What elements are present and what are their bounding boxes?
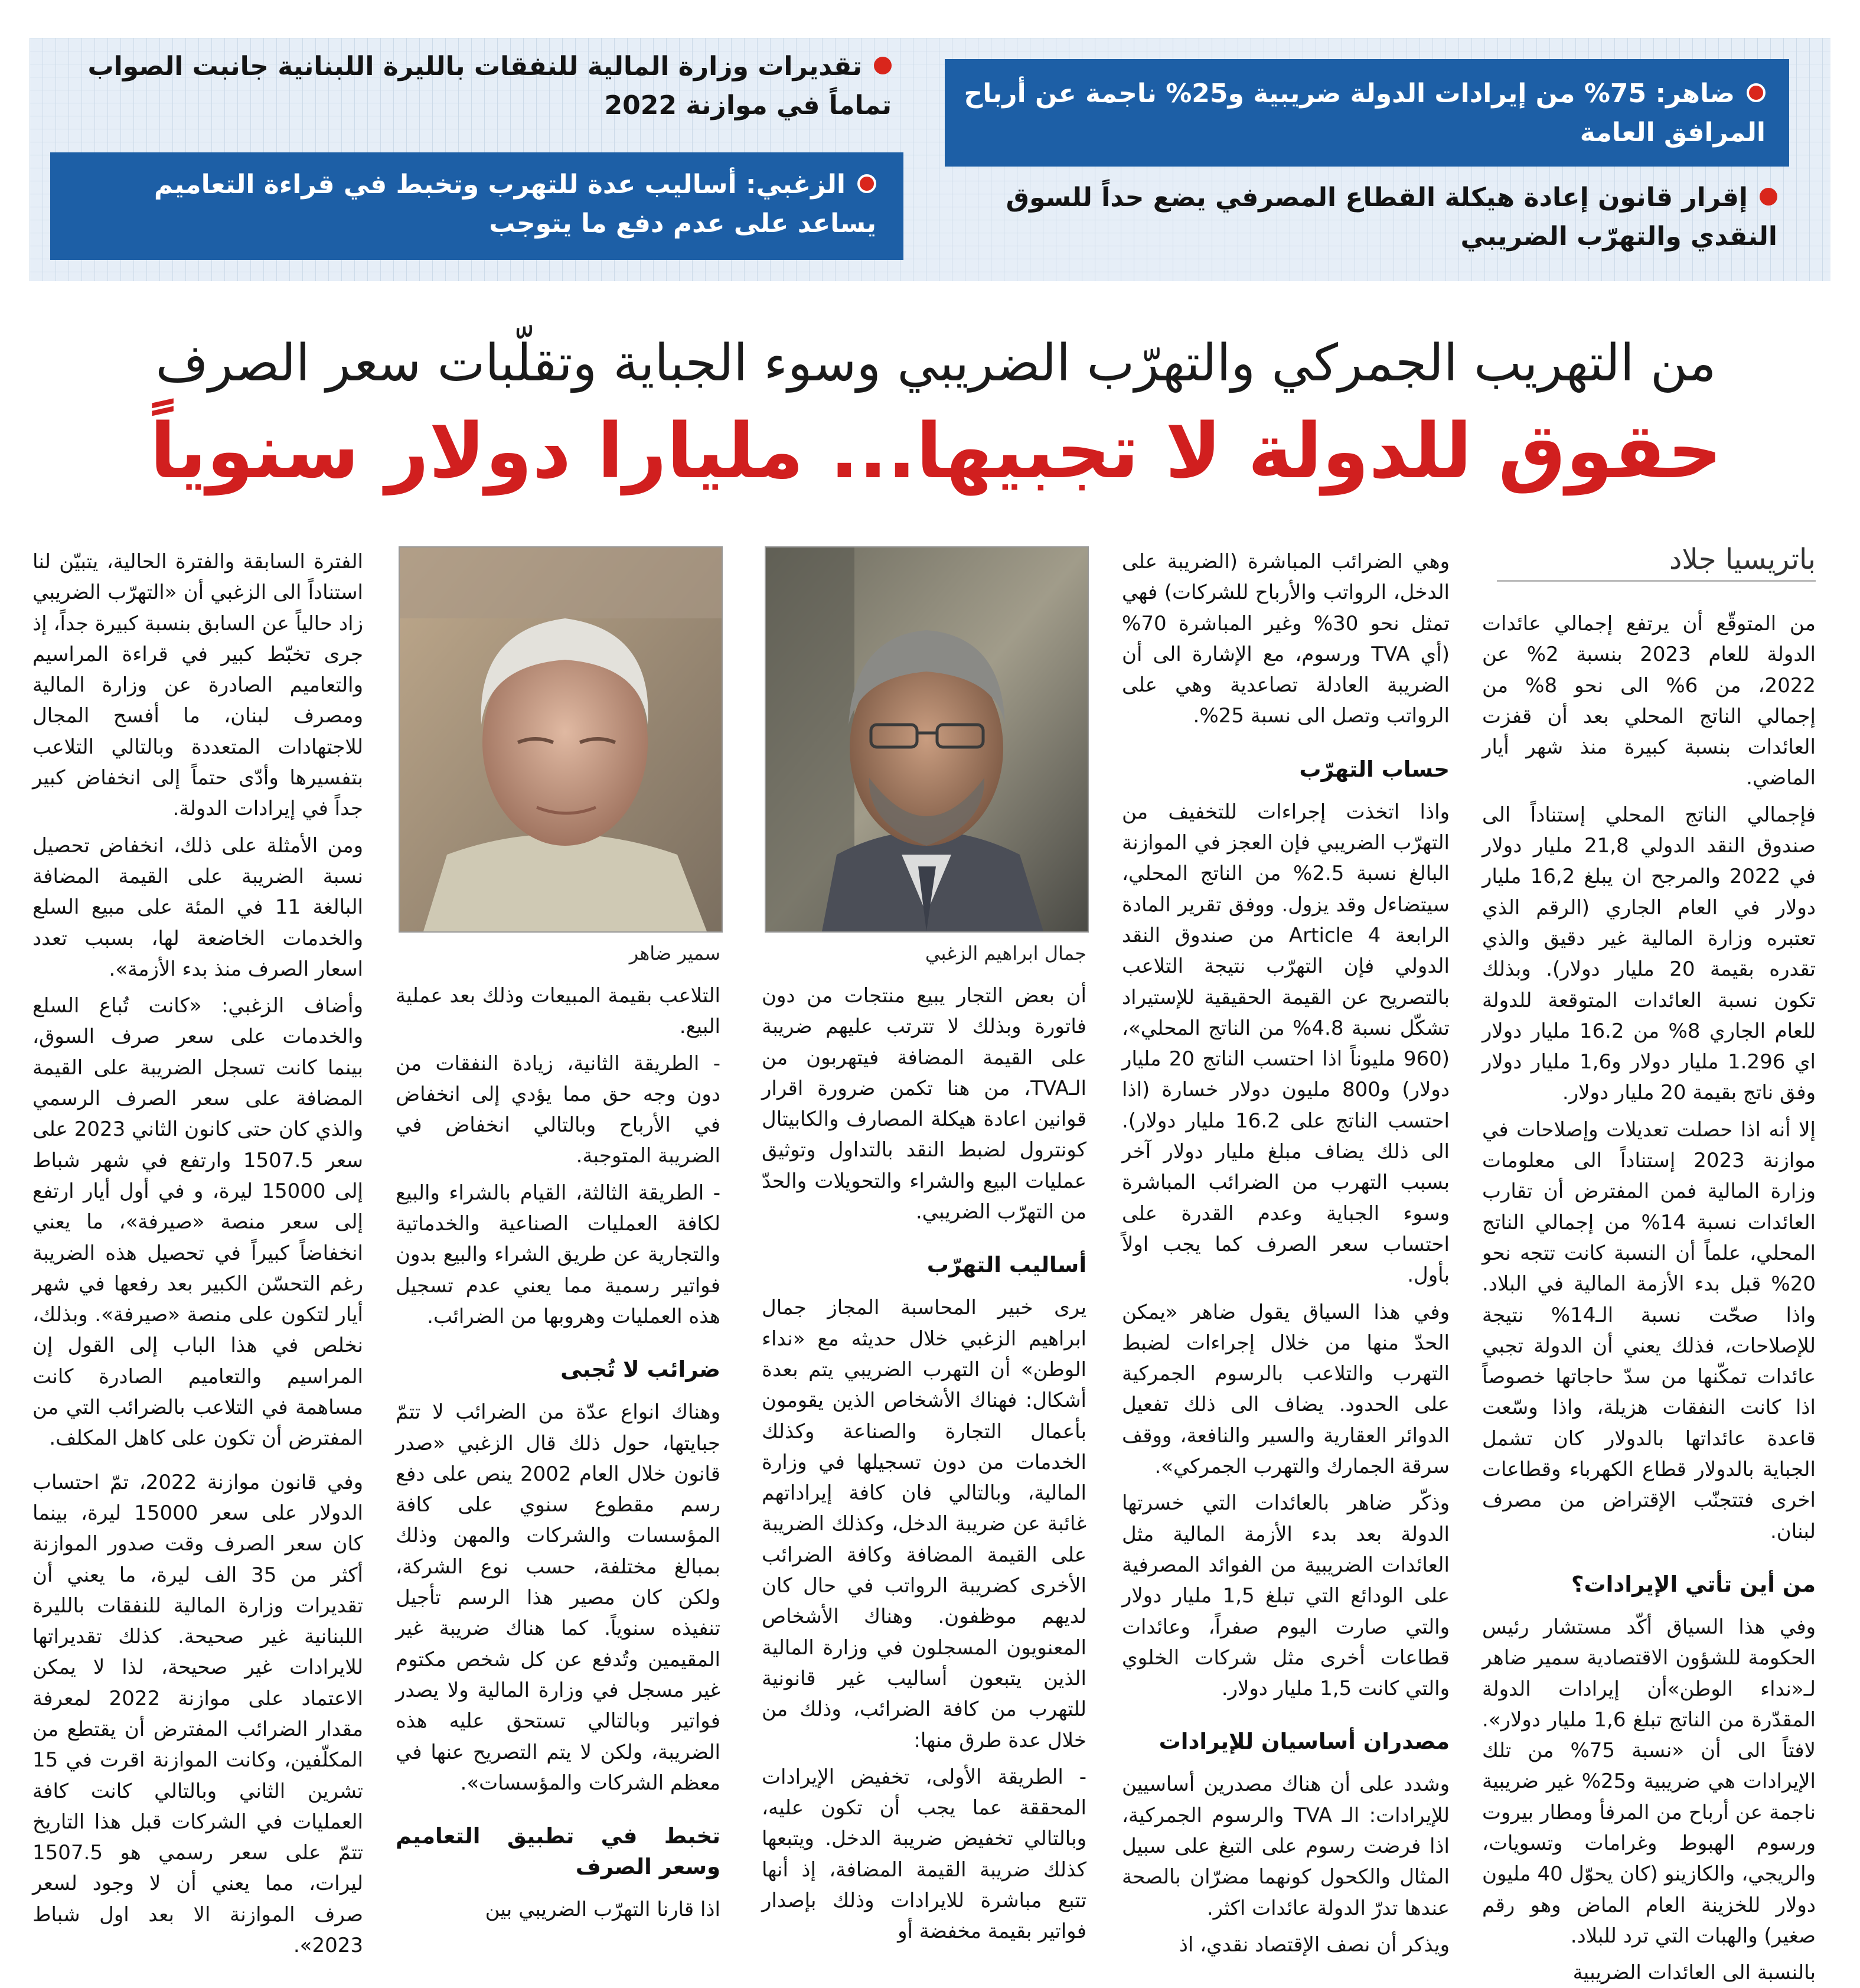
article-column-3 <box>762 980 1086 1944</box>
article-column-5 <box>32 546 364 1958</box>
paragraph: التلاعب بقيمة المبيعات وذلك بعد عملية البيع. <box>396 984 720 1039</box>
paragraph: يرى خبير المحاسبة المجاز جمال ابراهيم الزغبي خلال حديثه مع «نداء الوطن» أن التهرب الضريبي يتم بعدة أشكال: فهناك الأشخاص الذين يقومون بأعمال التجارة والصناعة وكذلك الخدمات من دون تسجيلها في وزارة المالية، وبالتالي فان كافة إيراداتهم غائبة عن ضريبة الدخل، وكذلك الضريبة على القيمة المضافة وكافة الضرائب الأخرى كضريبة الرواتب في حال كان لديهم موظفون. وهناك الأشخاص المعنويون المسجلون في وزارة المالية الذين يتبعون أساليب غير قانونية للتهرب من كافة الضرائب، وذلك من خلال عدة طرق منها: <box>762 1296 1086 1752</box>
paragraph: - الطريقة الأولى، تخفيض الإيرادات المحققة عما يجب أن تكون عليه، وبالتالي تخفيض ضريبة الدخل. ويتبعها كذلك ضريبة القيمة المضافة، إذ أنها تتبع مباشرة للايرادات وذلك بإصدار فواتير بقيمة مخفضة أو <box>762 1765 1086 1944</box>
paragraph: وفي هذا السياق يقول ضاهر «يمكن الحدّ منها من خلال إجراءات لضبط التهرب والتلاعب بالرسوم الجمركية على الحدود. يضاف الى ذلك تفعيل الدوائر العقارية والسير والنافعة، ووقف سرقة الجمارك والتهرب الجمركي». <box>1122 1300 1450 1479</box>
paragraph: ويذكر أن نصف الإقتصاد نقدي، اذ <box>1179 1932 1450 1957</box>
paragraph: - الطريقة الثانية، زيادة النفقات من دون وجه حق مما يؤدي إلى انخفاض في الأرباح وبالتالي انخفاض في الضريبة المتوجبة. <box>396 1051 720 1168</box>
paragraph: فإجمالي الناتج المحلي إستناداً الى صندوق النقد الدولي 21,8 مليار دولار في 2022 والمرجح ان يبلغ 16,2 مليار دولار في العام الجاري (الرقم الذي تعتبره وزارة المالية غير دقيق والذي تقدره بقيمة 20 مليار دولار). وبذلك تكون نسبة العائدات المتوقعة للدولة للعام الجاري 8% من 16.2 مليار دولار اي 1.296 مليار دولار و1,6 مليار دولار وفق ناتج بقيمة 20 مليار دولار. <box>1482 803 1816 1105</box>
bullet-icon <box>874 57 892 74</box>
bullet-icon <box>1747 83 1766 102</box>
paragraph: - الطريقة الثالثة، القيام بالشراء والبيع لكافة العمليات الصناعية والخدماتية والتجارية عن طريق الشراء والبيع بدون فواتير رسمية مما يعني عدم تسجيل هذه العمليات وهروبها من الضرائب. <box>396 1181 720 1328</box>
highlight-bottom-left: الزغبي: أساليب عدة للتهرب وتخبط في قراءة التعاميم يساعد على عدم دفع ما يتوجب <box>50 152 903 260</box>
subheading: أساليب التهرّب <box>926 1252 1086 1278</box>
photo-caption-daher: سمير ضاهر <box>629 942 720 964</box>
paragraph: الفترة السابقة والفترة الحالية، يتبيّن لنا استناداً الى الزغبي أن «التهرّب الضريبي زاد حالياً عن السابق بنسبة كبيرة جداً، إذ جرى تخبّط كبير في قراءة المراسيم والتعاميم الصادرة عن وزارة المالية ومصرف لبنان، ما أفسح المجال للاجتهادات المتعددة وبالتالي التلاعب بتفسيرها وأدّى حتماً إلى انخفاض كبير جداً في إيرادات الدولة. <box>32 550 363 821</box>
paragraph: وأضاف الزغبي: «كانت تُباع السلع والخدمات على سعر صرف السوق، بينما كانت تسجل الضريبة على القيمة المضافة على سعر الصرف الرسمي والذي كان حتى كانون الثاني 2023 على سعر 1507.5 وارتفع في شهر شباط إلى 15000 ليرة، و في أول أيار ارتفع إلى سعر منصة «صيرفة»، ما يعني انخفاضاً كبيراً في تحصيل هذه الضريبة رغم التحسّن الكبير بعد رفعها في شهر أيار لتكون على منصة «صيرفة». وبذلك، نخلص في هذا الباب إلى القول إن المراسيم والتعاميم الصادرة كانت مساهمة في التلاعب بالضرائب التي من المفترض أن تكون على كاهل المكلف. <box>32 994 364 1451</box>
article-column-4 <box>396 980 720 1922</box>
paragraph: ومن الأمثلة على ذلك، انخفاض تحصيل نسبة الضريبة على القيمة المضافة البالغة 11 في المئة على مبيع السلع والخدمات الخاضعة لها، بسبب تعدد اسعار الصرف منذ بدء الأزمة». <box>32 833 363 981</box>
paragraph: وهي الضرائب المباشرة (الضريبة على الدخل، الرواتب والأرباح للشركات) فهي تمثل نحو 30% وغير المباشرة 70% (أي TVA ورسوم، مع الإشارة الى أن الضريبة العادلة تصاعدية وهي على الرواتب وتصل الى نسبة 25%. <box>1122 550 1450 728</box>
subheading: حساب التهرّب <box>1299 756 1450 782</box>
main-headline: حقوق للدولة لا تجبيها... مليارا دولار سنوياً <box>149 408 1722 496</box>
portrait-photo-zoghbi <box>765 546 1089 933</box>
paragraph: بالنسبة الى العائدات الضريبية <box>1572 1961 1816 1985</box>
paragraph: واذا اتخذت إجراءات للتخفيف من التهرّب الضريبي فإن العجز في الموازنة البالغ نسبة 2.5% من الناتج المحلي، سيتضاءل وقد يزول. ووفق تقرير المادة الرابعة Article 4 من صندوق النقد الدولي فإن التهرّب نتيجة التلاعب بالتصريح عن القيمة الحقيقية للإستيراد تشكّل نسبة 4.8% من الناتج المحلي»، (960 مليوناً اذا احتسب الناتج 20 مليار دولار) و800 مليون دولار خسارة (اذا احتسب الناتج على 16.2 مليار دولار). الى ذلك يضاف مبلغ مليار دولار آخر بسبب التهرب من الضرائب المباشرة وسوء الجباية وعدم القدرة على احتساب سعر الصرف كما يجب اولاً بأول. <box>1122 800 1450 1288</box>
paragraph: وهناك انواع عدّة من الضرائب لا تتمّ جبايتها، حول ذلك قال الزغبي «صدر قانون خلال العام 2002 ينص على دفع رسم مقطوع سنوي على كافة المؤسسات والشركات والمهن وذلك بمبالغ مختلفة، حسب نوع الشركة، ولكن كان مصير هذا الرسم تأجيل تنفيذه سنوياً. كما هناك ضريبة غير المقيمين وتُدفع عن كل شخص مكتوم غير مسجل في وزارة المالية ولا يصدر فواتير وبالتالي تستحق عليه هذه الضريبة، ولكن لا يتم التصريح عنها في معظم الشركات والمؤسسات». <box>396 1400 720 1795</box>
portrait-image <box>766 547 1088 931</box>
paragraph: اذا قارنا التهرّب الضريبي بين <box>485 1898 720 1922</box>
bullet-icon <box>857 174 876 193</box>
portrait-photo-daher <box>399 546 723 933</box>
paragraph: وشدد على أن هناك مصدرين أساسيين للإيرادات: الـ TVA والرسوم الجمركية، اذا فرضت رسوم على التبغ على سبيل المثال والكحول كونهما مضرّان بالصحة عندها تدرّ الدولة عائدات اكثر. <box>1122 1772 1450 1920</box>
paragraph: وذكّر ضاهر بالعائدات التي خسرتها الدولة بعد بدء الأزمة المالية مثل العائدات الضريبية من الفوائد المصرفية على الودائع التي تبلغ 1,5 مليار دولار والتي صارت اليوم صفراً، وعائدات قطاعات أخرى مثل شركات الخلوي والتي كانت 1,5 مليار دولار. <box>1122 1491 1450 1701</box>
bullet-icon <box>1760 188 1777 206</box>
paragraph: من المتوقّع أن يرتفع إجمالي عائدات الدولة للعام 2023 بنسبة 2% عن 2022، من 6% الى نحو 8% من إجمالي الناتج المحلي بعد أن قفزت العائدات بنسبة كبيرة منذ شهر أيار الماضي. <box>1482 612 1816 790</box>
article-column-2 <box>1122 546 1450 1957</box>
photo-caption-zoghbi: جمال ابراهيم الزغبي <box>925 942 1086 964</box>
subheading: تخبط في تطبيق التعاميم وسعر الصرف <box>396 1823 720 1880</box>
subheading: مصدران أساسيان للإيرادات <box>1159 1729 1450 1755</box>
portrait-image <box>400 547 722 931</box>
highlight-top-right: ضاهر: 75% من إيرادات الدولة ضريبية و25% ناجمة عن أرباح المرافق العامة <box>945 59 1789 167</box>
highlight-top-left: تقديرات وزارة المالية للنفقات بالليرة اللبنانية جانبت الصواب تماماً في موازنة 2022 <box>87 51 892 120</box>
paragraph: أن بعض التجار يبيع منتجات من دون فاتورة وبذلك لا تترتب عليهم ضريبة على القيمة المضافة فيتهربون من الـTVA، من هنا تكمن ضرورة اقرار قوانين اعادة هيكلة المصارف والكابيتال كونترول لضبط النقد بالتداول وتوثيق عمليات البيع والشراء والتحويلات والحدّ من التهرّب الضريبي. <box>762 984 1086 1224</box>
subheading: ضرائب لا تُجبى <box>560 1357 720 1383</box>
highlight-bottom-right: إقرار قانون إعادة هيكلة القطاع المصرفي يضع حداً للسوق النقدي والتهرّب الضريبي <box>1006 182 1777 252</box>
kicker-headline: من التهريب الجمركي والتهرّب الضريبي وسوء الجباية وتقلّبات سعر الصرف <box>155 334 1717 393</box>
paragraph: وفي قانون موازنة 2022، تمّ احتساب الدولار على سعر 15000 ليرة، بينما كان سعر الصرف وقت صدور الموازنة أكثر من 35 الف ليرة، ما يعني أن تقديرات وزارة المالية للنفقات بالليرة اللبنانية غير صحيحة. كذلك تقديراتها للايرادات غير صحيحة، لذا لا يمكن الاعتماد على موازنة 2022 لمعرفة مقدار الضرائب المفترض أن يقتطع من المكلّفين، وكانت الموازنة اقرت في 15 تشرين الثاني وبالتالي كانت كافة العمليات في الشركات قبل هذا التاريخ تتمّ على سعر رسمي هو 1507.5 ليرات، مما يعني أن لا وجود لسعر صرف الموازنة الا بعد اول شباط 2023». <box>32 1470 363 1958</box>
article-column-1 <box>1482 608 1816 1985</box>
byline: باتريسيا جلاد <box>1497 539 1816 582</box>
subheading: من أين تأتي الإيرادات؟ <box>1571 1571 1816 1597</box>
paragraph: وفي هذا السياق أكّد مستشار رئيس الحكومة للشؤون الاقتصادية سمير ضاهر لـ«نداء الوطن»أن إيرادات الدولة المقدّرة من الناتج تبلغ 1,6 مليار دولار». لافتاً الى أن «نسبة 75% من تلك الإيرادات هي ضريبية و25% غير ضريبية ناجمة عن أرباح من المرفأ ومطار بيروت ورسوم الهبوط وغرامات وتسويات، والريجي، والكازينو (كان يحوّل 40 مليون دولار للخزينة العام الماض وهو رقم صغير) والهبات التي ترد للبلاد. <box>1482 1615 1816 1948</box>
paragraph: إلا أنه اذا حصلت تعديلات وإصلاحات في موازنة 2023 إستناداً الى معلومات وزارة المالية فمن المفترض أن تقارب العائدات نسبة 14% من إجمالي الناتج المحلي، علماً أن النسبة كانت تتجه نحو 20% قبل بدء الأزمة المالية في البلاد. واذا صحّت نسبة الـ14% نتيجة للإصلاحات، فذلك يعني أن الدولة تجبي عائدات تمكّنها من سدّ حاجاتها خصوصاً اذا كانت النفقات هزيلة، واذا وسّعت قاعدة عائداتها بالدولار كان تشمل الجباية بالدولار قطاع الكهرباء وقطاعات اخرى فتتجنّب الإقتراض من مصرف لبنان. <box>1482 1117 1816 1543</box>
